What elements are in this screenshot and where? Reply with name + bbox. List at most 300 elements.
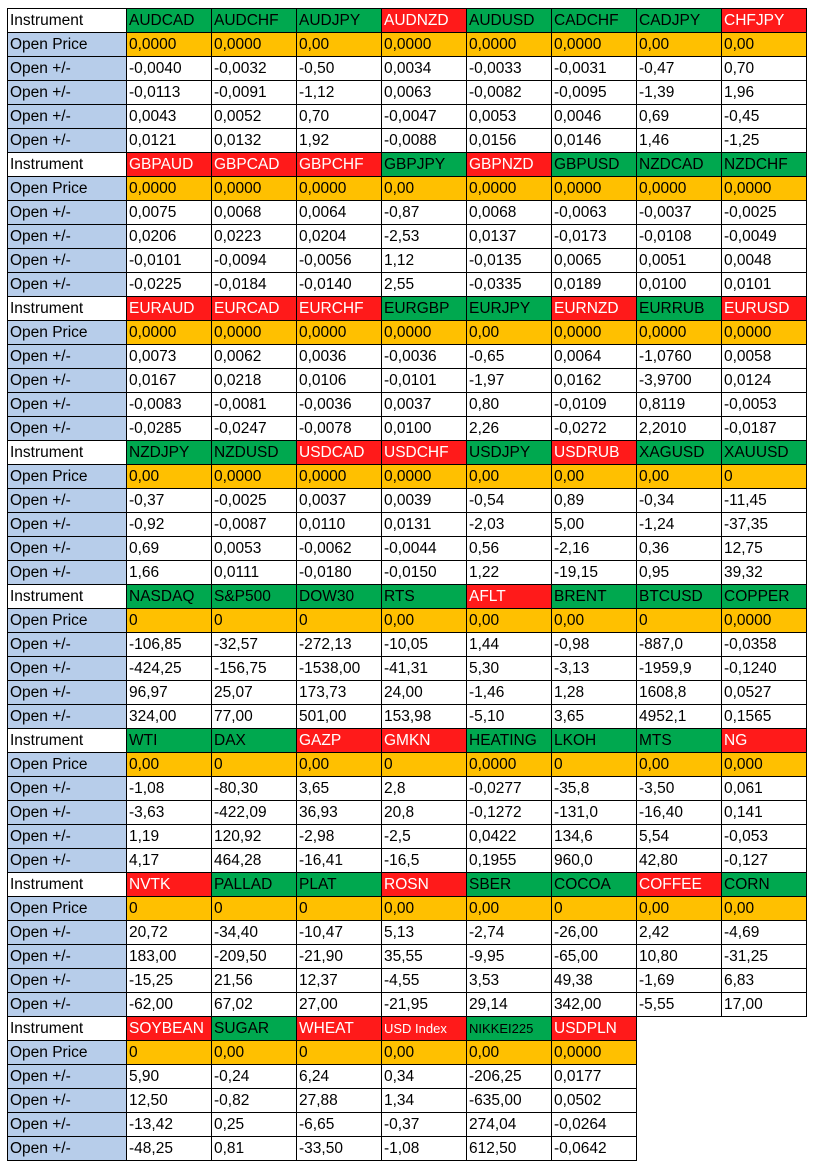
change-row xyxy=(8,417,807,441)
change-cell: -1,97 xyxy=(467,369,552,393)
change-cell: -0,0135 xyxy=(467,249,552,273)
change-cell: 0,0052 xyxy=(212,105,297,129)
open-price-label: Open Price xyxy=(8,897,127,921)
change-cell: 2,26 xyxy=(467,417,552,441)
change-label: Open +/- xyxy=(8,1089,127,1113)
change-cell: -26,00 xyxy=(552,921,637,945)
change-row xyxy=(8,1089,807,1113)
change-cell: -0,47 xyxy=(637,57,722,81)
change-cell: 1,12 xyxy=(382,249,467,273)
change-row xyxy=(8,105,807,129)
change-label: Open +/- xyxy=(8,393,127,417)
change-cell: -0,87 xyxy=(382,201,467,225)
empty-cell xyxy=(722,1017,807,1041)
instrument-name: EURNZD xyxy=(552,297,637,321)
change-cell: 960,0 xyxy=(552,849,637,873)
open-price-row xyxy=(8,33,807,57)
change-label: Open +/- xyxy=(8,417,127,441)
change-cell: -0,92 xyxy=(127,513,212,537)
change-cell: 0,0146 xyxy=(552,129,637,153)
change-row xyxy=(8,681,807,705)
change-row xyxy=(8,1065,807,1089)
change-cell: -0,0225 xyxy=(127,273,212,297)
open-price-cell: 0 xyxy=(212,897,297,921)
change-cell: 1,34 xyxy=(382,1089,467,1113)
change-cell: 0,0046 xyxy=(552,105,637,129)
change-cell: 0,141 xyxy=(722,801,807,825)
change-cell: -3,13 xyxy=(552,657,637,681)
change-cell: 25,07 xyxy=(212,681,297,705)
change-cell: -0,0036 xyxy=(382,345,467,369)
change-cell: -0,0078 xyxy=(297,417,382,441)
change-cell: -2,03 xyxy=(467,513,552,537)
empty-cell xyxy=(637,1089,722,1113)
change-cell: -21,90 xyxy=(297,945,382,969)
change-row xyxy=(8,81,807,105)
change-label: Open +/- xyxy=(8,945,127,969)
change-cell: 6,24 xyxy=(297,1065,382,1089)
open-price-cell: 0,0000 xyxy=(297,177,382,201)
open-price-cell: 0,00 xyxy=(212,1041,297,1065)
change-row xyxy=(8,801,807,825)
change-cell: -0,0081 xyxy=(212,393,297,417)
change-label: Open +/- xyxy=(8,105,127,129)
change-cell: -37,35 xyxy=(722,513,807,537)
open-price-row xyxy=(8,897,807,921)
change-cell: -2,16 xyxy=(552,537,637,561)
change-cell: -0,45 xyxy=(722,105,807,129)
change-cell: 1,19 xyxy=(127,825,212,849)
change-cell: -0,0150 xyxy=(382,561,467,585)
change-cell: -2,98 xyxy=(297,825,382,849)
change-cell: 0,0156 xyxy=(467,129,552,153)
change-cell: 1,66 xyxy=(127,561,212,585)
change-cell: 0,0048 xyxy=(722,249,807,273)
change-cell: -0,0037 xyxy=(637,201,722,225)
change-cell: -4,55 xyxy=(382,969,467,993)
empty-cell xyxy=(637,1137,722,1161)
change-cell: -0,0025 xyxy=(722,201,807,225)
change-cell: 0,0110 xyxy=(297,513,382,537)
change-row xyxy=(8,345,807,369)
open-price-cell: 0,0000 xyxy=(297,465,382,489)
change-cell: 0,1565 xyxy=(722,705,807,729)
change-row xyxy=(8,993,807,1017)
change-cell: 153,98 xyxy=(382,705,467,729)
change-cell: 5,00 xyxy=(552,513,637,537)
change-label: Open +/- xyxy=(8,57,127,81)
change-cell: -0,0180 xyxy=(297,561,382,585)
change-cell: -6,65 xyxy=(297,1113,382,1137)
change-cell: -0,0056 xyxy=(297,249,382,273)
instrument-name: NG xyxy=(722,729,807,753)
change-cell: -0,0285 xyxy=(127,417,212,441)
change-cell: 5,30 xyxy=(467,657,552,681)
empty-cell xyxy=(637,1041,722,1065)
instrument-row xyxy=(8,729,807,753)
instrument-name: SUGAR xyxy=(212,1017,297,1041)
change-cell: 0,0422 xyxy=(467,825,552,849)
change-cell: -15,25 xyxy=(127,969,212,993)
instrument-label: Instrument xyxy=(8,1017,127,1041)
instrument-name: EURAUD xyxy=(127,297,212,321)
change-cell: -65,00 xyxy=(552,945,637,969)
open-price-cell: 0,00 xyxy=(552,609,637,633)
open-price-cell: 0,0000 xyxy=(127,33,212,57)
change-row xyxy=(8,1113,807,1137)
instrument-name: AUDNZD xyxy=(382,9,467,33)
instrument-name: USDRUB xyxy=(552,441,637,465)
instrument-name: PALLAD xyxy=(212,873,297,897)
open-price-cell: 0,0000 xyxy=(127,321,212,345)
change-cell: 36,93 xyxy=(297,801,382,825)
instrument-name: DOW30 xyxy=(297,585,382,609)
open-price-cell: 0,00 xyxy=(127,465,212,489)
change-cell: -0,0088 xyxy=(382,129,467,153)
change-cell: -19,15 xyxy=(552,561,637,585)
empty-cell xyxy=(722,1137,807,1161)
change-cell: 274,04 xyxy=(467,1113,552,1137)
change-cell: -1,46 xyxy=(467,681,552,705)
change-cell: 67,02 xyxy=(212,993,297,1017)
change-row xyxy=(8,57,807,81)
change-cell: 0,061 xyxy=(722,777,807,801)
instrument-label: Instrument xyxy=(8,729,127,753)
change-label: Open +/- xyxy=(8,1113,127,1137)
instrument-name: USDJPY xyxy=(467,441,552,465)
change-cell: 1608,8 xyxy=(637,681,722,705)
open-price-cell: 0,00 xyxy=(722,33,807,57)
change-cell: 0,69 xyxy=(127,537,212,561)
change-cell: -35,8 xyxy=(552,777,637,801)
change-cell: -0,82 xyxy=(212,1089,297,1113)
empty-cell xyxy=(637,1017,722,1041)
change-cell: -0,0335 xyxy=(467,273,552,297)
instrument-name: HEATING xyxy=(467,729,552,753)
change-row xyxy=(8,537,807,561)
change-cell: -0,34 xyxy=(637,489,722,513)
instrument-name: COCOA xyxy=(552,873,637,897)
change-cell: -635,00 xyxy=(467,1089,552,1113)
open-price-cell: 0,0000 xyxy=(212,321,297,345)
open-price-cell: 0,0000 xyxy=(552,1041,637,1065)
change-cell: -0,0113 xyxy=(127,81,212,105)
change-cell: 4952,1 xyxy=(637,705,722,729)
change-cell: 0,0053 xyxy=(467,105,552,129)
change-cell: 0,0106 xyxy=(297,369,382,393)
change-cell: -0,0101 xyxy=(127,249,212,273)
change-cell: -5,55 xyxy=(637,993,722,1017)
open-price-cell: 0 xyxy=(212,753,297,777)
open-price-cell: 0 xyxy=(297,609,382,633)
change-cell: 2,42 xyxy=(637,921,722,945)
change-cell: 0,0527 xyxy=(722,681,807,705)
change-row xyxy=(8,273,807,297)
change-cell: 0,0073 xyxy=(127,345,212,369)
open-price-cell: 0,0000 xyxy=(212,33,297,57)
instrument-name: S&P500 xyxy=(212,585,297,609)
instrument-name: CORN xyxy=(722,873,807,897)
change-row xyxy=(8,921,807,945)
change-cell: -32,57 xyxy=(212,633,297,657)
instrument-name: NASDAQ xyxy=(127,585,212,609)
instrument-name: USD Index xyxy=(382,1017,467,1041)
open-price-label: Open Price xyxy=(8,465,127,489)
open-price-cell: 0,00 xyxy=(467,1041,552,1065)
change-cell: 173,73 xyxy=(297,681,382,705)
change-cell: -131,0 xyxy=(552,801,637,825)
open-price-cell: 0,0000 xyxy=(382,465,467,489)
change-cell: 0,89 xyxy=(552,489,637,513)
change-cell: -0,24 xyxy=(212,1065,297,1089)
open-price-cell: 0,0000 xyxy=(722,321,807,345)
open-price-cell: 0 xyxy=(127,609,212,633)
change-cell: 0,0189 xyxy=(552,273,637,297)
instrument-name: EURGBP xyxy=(382,297,467,321)
instrument-name: XAUUSD xyxy=(722,441,807,465)
instrument-row xyxy=(8,585,807,609)
change-cell: 0,0051 xyxy=(637,249,722,273)
instrument-name: PLAT xyxy=(297,873,382,897)
change-cell: 5,90 xyxy=(127,1065,212,1089)
change-cell: -0,0036 xyxy=(297,393,382,417)
change-cell: 342,00 xyxy=(552,993,637,1017)
open-price-row xyxy=(8,753,807,777)
change-cell: 0,0065 xyxy=(552,249,637,273)
change-label: Open +/- xyxy=(8,633,127,657)
open-price-cell: 0,0000 xyxy=(297,321,382,345)
change-row xyxy=(8,1137,807,1161)
change-cell: 120,92 xyxy=(212,825,297,849)
change-cell: 0,0204 xyxy=(297,225,382,249)
change-label: Open +/- xyxy=(8,993,127,1017)
instrument-name: BRENT xyxy=(552,585,637,609)
open-price-cell: 0,0000 xyxy=(637,321,722,345)
instrument-label: Instrument xyxy=(8,9,127,33)
change-cell: 5,54 xyxy=(637,825,722,849)
change-row xyxy=(8,825,807,849)
change-cell: 0,0062 xyxy=(212,345,297,369)
instrument-label: Instrument xyxy=(8,297,127,321)
change-cell: 35,55 xyxy=(382,945,467,969)
change-cell: -0,0264 xyxy=(552,1113,637,1137)
change-label: Open +/- xyxy=(8,345,127,369)
empty-cell xyxy=(722,1113,807,1137)
instrument-name: EURUSD xyxy=(722,297,807,321)
empty-cell xyxy=(637,1065,722,1089)
change-cell: 0,1955 xyxy=(467,849,552,873)
change-label: Open +/- xyxy=(8,273,127,297)
change-cell: 0,0124 xyxy=(722,369,807,393)
change-cell: -0,0140 xyxy=(297,273,382,297)
change-label: Open +/- xyxy=(8,921,127,945)
change-cell: 49,38 xyxy=(552,969,637,993)
change-cell: 0,36 xyxy=(637,537,722,561)
change-label: Open +/- xyxy=(8,681,127,705)
change-cell: 12,37 xyxy=(297,969,382,993)
change-cell: -10,47 xyxy=(297,921,382,945)
change-cell: 324,00 xyxy=(127,705,212,729)
change-label: Open +/- xyxy=(8,849,127,873)
change-cell: -1,39 xyxy=(637,81,722,105)
change-row xyxy=(8,489,807,513)
change-cell: -9,95 xyxy=(467,945,552,969)
change-label: Open +/- xyxy=(8,1137,127,1161)
change-cell: -0,65 xyxy=(467,345,552,369)
instrument-name: SOYBEAN xyxy=(127,1017,212,1041)
open-price-label: Open Price xyxy=(8,609,127,633)
instrument-label: Instrument xyxy=(8,441,127,465)
open-price-cell: 0,00 xyxy=(382,177,467,201)
change-cell: 0,25 xyxy=(212,1113,297,1137)
instrument-name: CHFJPY xyxy=(722,9,807,33)
instrument-name: NZDUSD xyxy=(212,441,297,465)
open-price-cell: 0 xyxy=(127,1041,212,1065)
open-price-cell: 0,0000 xyxy=(552,33,637,57)
instrument-name: USDCAD xyxy=(297,441,382,465)
change-cell: -1,0760 xyxy=(637,345,722,369)
change-cell: 17,00 xyxy=(722,993,807,1017)
change-cell: -11,45 xyxy=(722,489,807,513)
change-cell: -0,0094 xyxy=(212,249,297,273)
change-cell: 501,00 xyxy=(297,705,382,729)
change-cell: -0,0053 xyxy=(722,393,807,417)
open-price-label: Open Price xyxy=(8,33,127,57)
open-price-cell: 0,00 xyxy=(127,753,212,777)
open-price-cell: 0 xyxy=(297,897,382,921)
change-cell: 0,0162 xyxy=(552,369,637,393)
change-cell: -0,0247 xyxy=(212,417,297,441)
change-cell: -156,75 xyxy=(212,657,297,681)
change-cell: -0,1272 xyxy=(467,801,552,825)
instrument-name: AUDCHF xyxy=(212,9,297,33)
instrument-name: NZDJPY xyxy=(127,441,212,465)
instrument-name: AUDUSD xyxy=(467,9,552,33)
open-price-cell: 0,0000 xyxy=(722,609,807,633)
instrument-name: MTS xyxy=(637,729,722,753)
instrument-name: NZDCAD xyxy=(637,153,722,177)
change-cell: -0,0062 xyxy=(297,537,382,561)
change-cell: 0,0058 xyxy=(722,345,807,369)
change-cell: 0,8119 xyxy=(637,393,722,417)
open-price-cell: 0,00 xyxy=(552,465,637,489)
change-cell: 0,70 xyxy=(722,57,807,81)
change-cell: 4,17 xyxy=(127,849,212,873)
open-price-cell: 0 xyxy=(382,753,467,777)
open-price-cell: 0 xyxy=(212,609,297,633)
change-cell: -424,25 xyxy=(127,657,212,681)
open-price-cell: 0,00 xyxy=(382,609,467,633)
change-cell: -48,25 xyxy=(127,1137,212,1161)
change-cell: 0,0043 xyxy=(127,105,212,129)
change-cell: 0,0502 xyxy=(552,1089,637,1113)
open-price-cell: 0,00 xyxy=(467,465,552,489)
change-cell: -0,0047 xyxy=(382,105,467,129)
change-cell: 1,46 xyxy=(637,129,722,153)
instrument-name: USDCHF xyxy=(382,441,467,465)
empty-cell xyxy=(722,1089,807,1113)
change-cell: 0,0037 xyxy=(297,489,382,513)
change-cell: -1,25 xyxy=(722,129,807,153)
open-price-row xyxy=(8,465,807,489)
change-cell: -33,50 xyxy=(297,1137,382,1161)
instrument-name: BTCUSD xyxy=(637,585,722,609)
open-price-cell: 0,00 xyxy=(297,33,382,57)
change-cell: 0,0039 xyxy=(382,489,467,513)
change-cell: -887,0 xyxy=(637,633,722,657)
open-price-label: Open Price xyxy=(8,1041,127,1065)
change-label: Open +/- xyxy=(8,969,127,993)
change-cell: 5,13 xyxy=(382,921,467,945)
change-cell: -0,0277 xyxy=(467,777,552,801)
change-row xyxy=(8,561,807,585)
change-cell: 2,55 xyxy=(382,273,467,297)
change-row xyxy=(8,945,807,969)
change-cell: -0,1240 xyxy=(722,657,807,681)
change-cell: -34,40 xyxy=(212,921,297,945)
change-cell: 0,0063 xyxy=(382,81,467,105)
change-cell: 2,2010 xyxy=(637,417,722,441)
instrument-name: USDPLN xyxy=(552,1017,637,1041)
open-price-cell: 0,00 xyxy=(467,609,552,633)
change-cell: 29,14 xyxy=(467,993,552,1017)
open-price-cell: 0,0000 xyxy=(552,321,637,345)
change-cell: -0,0040 xyxy=(127,57,212,81)
open-price-row xyxy=(8,321,807,345)
change-cell: -1,12 xyxy=(297,81,382,105)
instrument-row xyxy=(8,297,807,321)
instrument-name: SBER xyxy=(467,873,552,897)
instrument-name: GAZP xyxy=(297,729,382,753)
change-cell: 0,0137 xyxy=(467,225,552,249)
change-cell: 0,0131 xyxy=(382,513,467,537)
change-cell: 10,80 xyxy=(637,945,722,969)
change-cell: 27,88 xyxy=(297,1089,382,1113)
change-cell: -0,0044 xyxy=(382,537,467,561)
instrument-name: NZDCHF xyxy=(722,153,807,177)
change-cell: -0,50 xyxy=(297,57,382,81)
change-cell: -0,0184 xyxy=(212,273,297,297)
change-cell: 1,22 xyxy=(467,561,552,585)
change-cell: -0,0031 xyxy=(552,57,637,81)
open-price-cell: 0,00 xyxy=(382,1041,467,1065)
change-cell: -16,41 xyxy=(297,849,382,873)
change-row xyxy=(8,393,807,417)
change-cell: 0,0068 xyxy=(467,201,552,225)
instrument-row xyxy=(8,873,807,897)
change-cell: -0,0063 xyxy=(552,201,637,225)
change-cell: -0,0108 xyxy=(637,225,722,249)
change-cell: -0,127 xyxy=(722,849,807,873)
change-cell: 0,0100 xyxy=(637,273,722,297)
change-cell: 42,80 xyxy=(637,849,722,873)
change-cell: -0,0187 xyxy=(722,417,807,441)
change-cell: -3,63 xyxy=(127,801,212,825)
open-price-cell: 0 xyxy=(552,753,637,777)
change-cell: 96,97 xyxy=(127,681,212,705)
open-price-cell: 0 xyxy=(722,465,807,489)
instrument-name: COPPER xyxy=(722,585,807,609)
change-cell: 0,34 xyxy=(382,1065,467,1089)
change-cell: 0,95 xyxy=(637,561,722,585)
change-cell: -0,0358 xyxy=(722,633,807,657)
change-cell: -0,0091 xyxy=(212,81,297,105)
change-cell: 1,28 xyxy=(552,681,637,705)
change-cell: 20,8 xyxy=(382,801,467,825)
change-cell: -0,0642 xyxy=(552,1137,637,1161)
change-label: Open +/- xyxy=(8,513,127,537)
change-row xyxy=(8,777,807,801)
